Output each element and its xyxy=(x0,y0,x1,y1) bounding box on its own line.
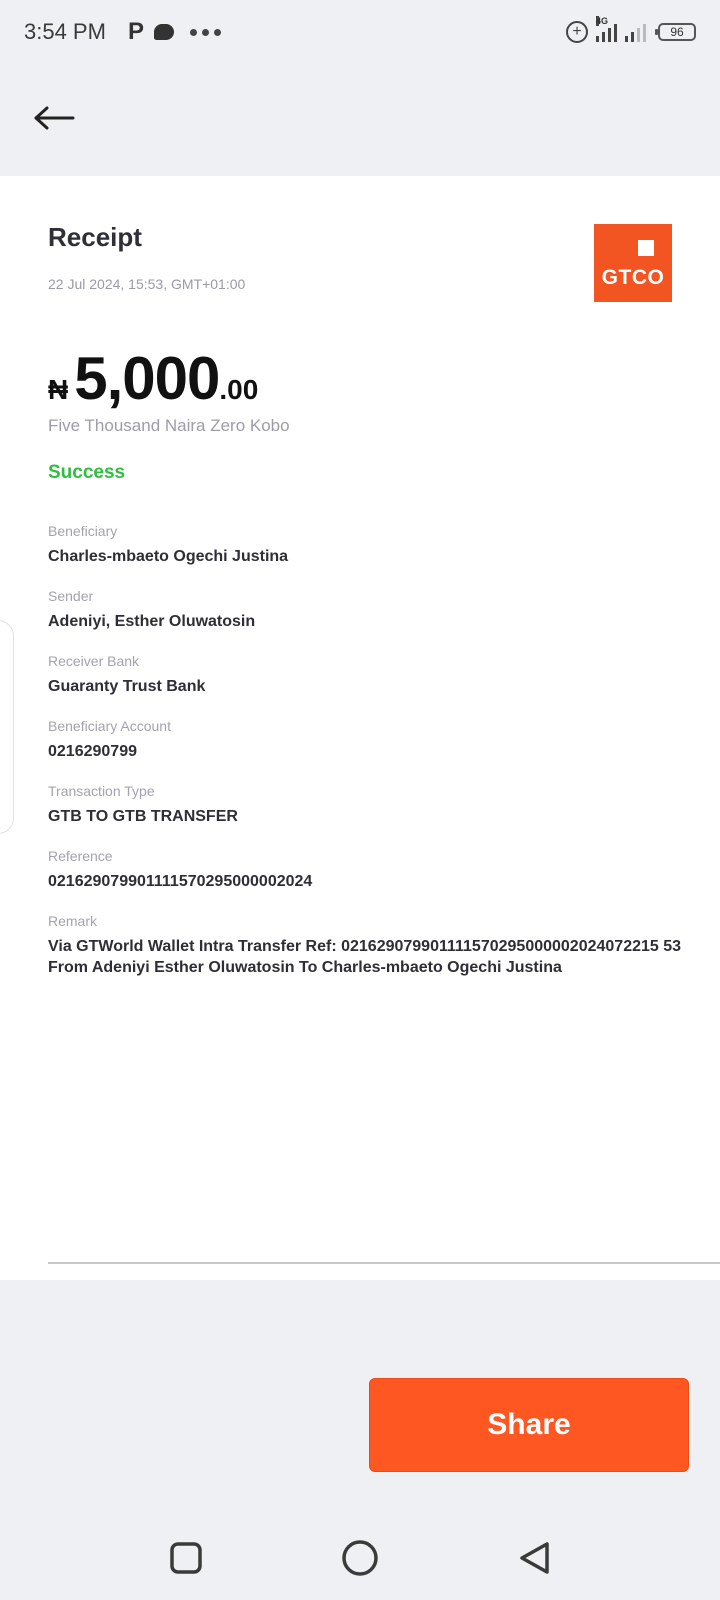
battery-level: 96 xyxy=(670,25,684,39)
receipt-title: Receipt xyxy=(48,222,142,252)
system-navigation-bar xyxy=(0,1520,720,1600)
detail-label: Beneficiary xyxy=(48,523,118,539)
detail-label: Beneficiary Account xyxy=(48,718,171,734)
detail-receiver-bank xyxy=(48,652,712,697)
chat-icon xyxy=(154,24,174,40)
transaction-details xyxy=(48,522,712,998)
detail-value: GTB TO GTB TRANSFER xyxy=(48,808,238,825)
data-saver-icon: + xyxy=(566,21,588,43)
notification-icons xyxy=(128,18,221,46)
amount xyxy=(48,344,258,413)
receipt-card xyxy=(0,176,720,1280)
currency-symbol: ₦ xyxy=(48,374,69,405)
detail-label: Transaction Type xyxy=(48,783,155,799)
detail-label: Remark xyxy=(48,913,98,929)
arrow-left-icon xyxy=(33,106,75,130)
logo-square-icon xyxy=(638,240,654,256)
receipt-date: 22 Jul 2024, 15:53, GMT+01:00 xyxy=(48,276,246,292)
detail-label: Reference xyxy=(48,848,113,864)
detail-label: Sender xyxy=(48,588,94,604)
detail-remark xyxy=(48,912,712,978)
back-button[interactable] xyxy=(30,94,78,142)
system-icons xyxy=(566,16,696,43)
detail-value: Charles-mbaeto Ogechi Justina xyxy=(48,548,289,565)
detail-reference xyxy=(48,847,712,892)
detail-value: 021629079901111570295000002024 xyxy=(48,873,313,890)
square-icon xyxy=(169,1541,203,1575)
detail-beneficiary xyxy=(48,522,712,567)
divider xyxy=(48,1262,720,1264)
detail-value: Via GTWorld Wallet Intra Transfer Ref: 021629079901111570295000002024072215 53 From Adeniyi Esther Oluwatosin To Charles-mbaeto Ogechi Justina xyxy=(48,938,682,976)
nav-back-button[interactable] xyxy=(510,1534,558,1582)
triangle-back-icon xyxy=(517,1540,551,1576)
detail-value: Guaranty Trust Bank xyxy=(48,678,206,695)
detail-transaction-type xyxy=(48,782,712,827)
detail-beneficiary-account xyxy=(48,717,712,762)
app-bar xyxy=(0,64,720,176)
detail-label: Receiver Bank xyxy=(48,653,140,669)
home-button[interactable] xyxy=(336,1534,384,1582)
signal-4g-icon xyxy=(596,16,617,42)
circle-icon xyxy=(341,1539,379,1577)
status-bar xyxy=(0,0,720,64)
more-notifications-icon xyxy=(190,29,221,36)
amount-minor: .00 xyxy=(219,374,259,405)
gtco-logo xyxy=(594,224,672,302)
share-button[interactable]: Share xyxy=(369,1378,689,1472)
recent-apps-button[interactable] xyxy=(162,1534,210,1582)
status-time: 3:54 PM xyxy=(24,19,106,44)
network-type: 4G xyxy=(596,16,609,26)
detail-sender xyxy=(48,587,712,632)
amount-in-words: Five Thousand Naira Zero Kobo xyxy=(48,416,290,435)
detail-value: Adeniyi, Esther Oluwatosin xyxy=(48,613,256,630)
amount-major: 5,000 xyxy=(74,345,220,412)
logo-text: GTCO xyxy=(601,266,665,289)
p-app-icon: P xyxy=(127,18,144,45)
battery-icon xyxy=(658,23,696,41)
side-edge-panel-handle[interactable] xyxy=(0,620,14,834)
detail-value: 0216290799 xyxy=(48,743,137,760)
signal-sim2-icon xyxy=(625,22,646,42)
transaction-status: Success xyxy=(48,462,126,483)
